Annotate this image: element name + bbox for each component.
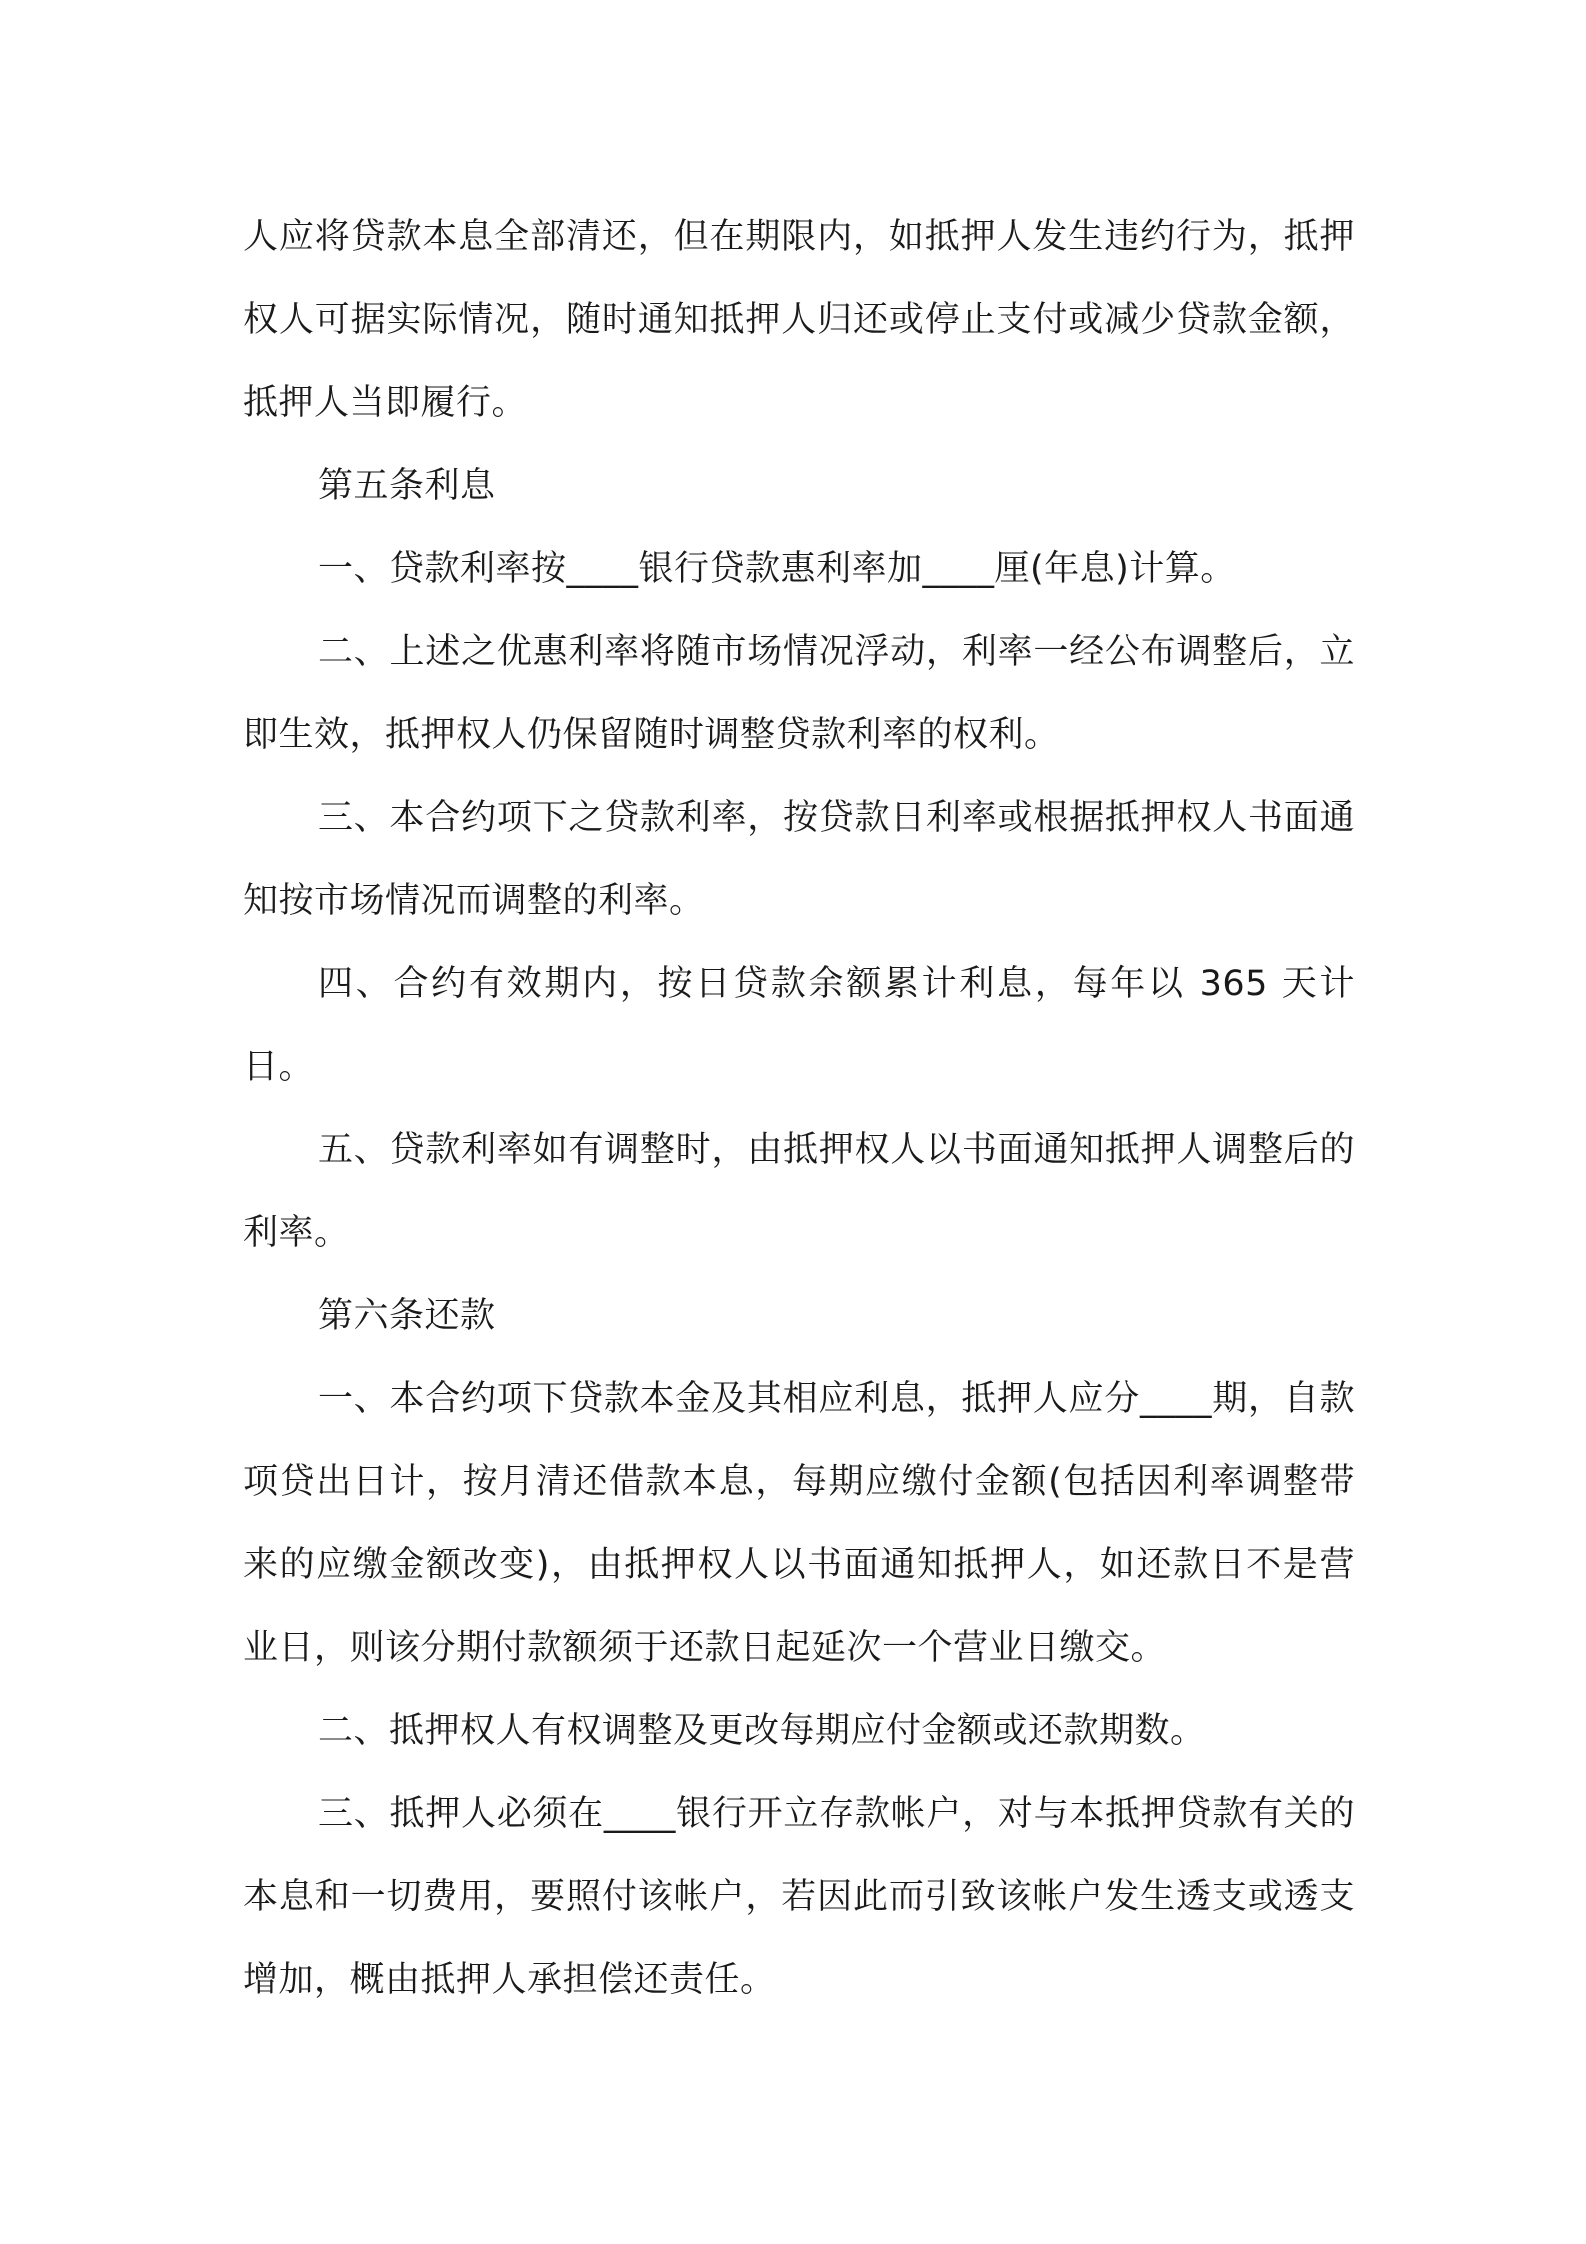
document-body [243, 196, 1355, 2022]
article-six-heading: 第六条还款 [318, 1296, 496, 1336]
repayment-clause-3: 三、抵押人必须在____银行开立存款帐户，对与本抵押贷款有关的本息和一切费用，要照付该帐户，若因此而引致该帐户发生透支或透支增加，概由抵押人承担偿还责任。 [243, 1794, 1355, 2000]
interest-clause-2: 二、上述之优惠利率将随市场情况浮动，利率一经公布调整后，立即生效，抵押权人仍保留随时调整贷款利率的权利。 [243, 632, 1355, 755]
paragraph-continuation: 人应将贷款本息全部清还，但在期限内，如抵押人发生违约行为，抵押权人可据实际情况，随时通知抵押人归还或停止支付或减少贷款金额，抵押人当即履行。 [243, 217, 1355, 423]
interest-clause-5: 五、贷款利率如有调整时，由抵押权人以书面通知抵押人调整后的利率。 [243, 1130, 1355, 1253]
interest-clause-1: 一、贷款利率按____银行贷款惠利率加____厘(年息)计算。 [318, 549, 1236, 589]
article-five-heading: 第五条利息 [318, 466, 496, 506]
interest-clause-3: 三、本合约项下之贷款利率，按贷款日利率或根据抵押权人书面通知按市场情况而调整的利率。 [243, 798, 1355, 921]
repayment-clause-1: 一、本合约项下贷款本金及其相应利息，抵押人应分____期，自款项贷出日计，按月清还借款本息，每期应缴付金额(包括因利率调整带来的应缴金额改变)，由抵押权人以书面通知抵押人，如还款日不是营业日，则该分期付款额须于还款日起延次一个营业日缴交。 [243, 1379, 1355, 1668]
repayment-clause-2: 二、抵押权人有权调整及更改每期应付金额或还款期数。 [318, 1711, 1206, 1751]
interest-clause-4: 四、合约有效期内，按日贷款余额累计利息，每年以 365 天计日。 [243, 964, 1355, 1087]
